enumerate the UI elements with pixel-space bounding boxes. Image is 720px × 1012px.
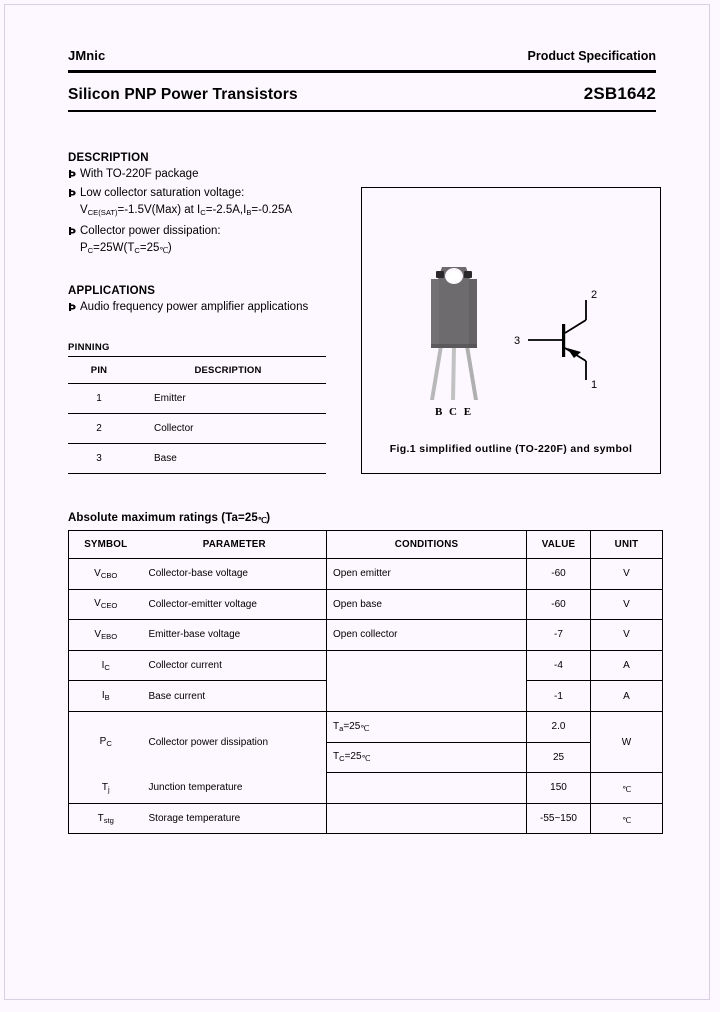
- header-rule-bottom: [68, 110, 656, 112]
- rating-parameter: Junction temperature: [143, 773, 327, 804]
- pinning-header-row: [68, 357, 326, 384]
- rating-conditions: Open base: [327, 589, 527, 620]
- description-item: [68, 223, 358, 240]
- brand-logo: JMnic: [68, 48, 106, 63]
- rating-symbol: $I_B$: [69, 681, 143, 712]
- rating-unit: A: [591, 650, 663, 681]
- to220f-package-image: [417, 260, 491, 405]
- description-item-label: Low collector saturation voltage:: [80, 187, 245, 199]
- applications-section: [68, 285, 368, 316]
- rating-unit: [591, 773, 663, 804]
- rating-unit: V: [591, 620, 663, 651]
- header-rule-top: [68, 70, 656, 73]
- table-row: [69, 773, 663, 804]
- degree-celsius-glyph: ℃: [622, 816, 631, 826]
- sub-pc: C: [87, 246, 94, 255]
- description-section: [68, 152, 358, 259]
- table-row: [69, 650, 663, 681]
- rating-symbol: $T_j$: [69, 773, 143, 804]
- figure-caption: Fig.1 simplified outline (TO-220F) and symbol: [389, 443, 633, 455]
- description-heading: DESCRIPTION: [68, 152, 149, 164]
- pin-description: Emitter: [154, 393, 186, 404]
- applications-heading: APPLICATIONS: [68, 285, 156, 297]
- rating-unit: [591, 803, 663, 834]
- rating-symbol: $V_{CEO}$: [69, 589, 143, 620]
- ratings-col-symbol: SYMBOL: [69, 531, 143, 559]
- table-row: [69, 803, 663, 834]
- rating-value: -60: [527, 559, 591, 590]
- rating-value: 150: [527, 773, 591, 804]
- rating-value: -4: [527, 650, 591, 681]
- ratings-col-value: VALUE: [527, 531, 591, 559]
- rating-value: 25: [527, 742, 591, 773]
- table-row: [68, 414, 326, 444]
- rating-value: -1: [527, 681, 591, 712]
- ratings-title: Absolute maximum ratings (Ta=25℃): [68, 512, 271, 525]
- rating-conditions: Open collector: [327, 620, 527, 651]
- degree-celsius-glyph: ℃: [622, 785, 631, 795]
- applications-item: [68, 299, 368, 316]
- saturation-voltage-formula: $V_{CE(SAT)}=-1.5V(Max)$ at $I_C=-2.5A,I_B=-0.25A$: [80, 204, 293, 217]
- figure-box: [361, 187, 661, 474]
- pnp-transistor-symbol: [514, 288, 624, 393]
- rating-symbol: $V_{CBO}$: [69, 559, 143, 590]
- symbol-terminal-1: 1: [591, 379, 598, 391]
- part-number: 2SB1642: [583, 84, 656, 103]
- table-row: [68, 384, 326, 414]
- sub-ib: B: [246, 208, 252, 217]
- document-type-label: Product Specification: [527, 49, 656, 63]
- rating-value: -60: [527, 589, 591, 620]
- pinning-col-pin: PIN: [90, 364, 108, 376]
- title-bar: [68, 84, 656, 104]
- table-row: [68, 444, 326, 474]
- sub-ic: C: [200, 208, 206, 217]
- rating-symbol: $V_{EBO}$: [69, 620, 143, 651]
- pin-number: 2: [96, 423, 102, 434]
- rating-conditions-tc: $T_C=25℃$: [327, 742, 527, 773]
- rating-parameter: Emitter-base voltage: [143, 620, 327, 651]
- rating-symbol: $P_C$: [69, 711, 143, 772]
- rating-value: -7: [527, 620, 591, 651]
- degree-celsius-glyph: ℃: [361, 754, 371, 764]
- pinning-col-desc: DESCRIPTION: [194, 364, 262, 376]
- bullet-icon: Þ: [68, 187, 77, 200]
- description-item-label: With TO-220F package: [80, 168, 199, 180]
- sub-tc: C: [134, 246, 140, 255]
- description-item: [68, 166, 358, 183]
- sub-ce-sat: CE(SAT): [87, 208, 118, 217]
- rating-unit: V: [591, 589, 663, 620]
- rating-conditions: Open emitter: [327, 559, 527, 590]
- table-row: [69, 711, 663, 742]
- power-dissipation-formula: $P_C=25W(T_C=25℃)$: [80, 240, 358, 259]
- package-leads: [430, 346, 478, 400]
- description-item: [68, 185, 358, 202]
- pinning-title: PINNING: [68, 342, 110, 353]
- rating-parameter: Storage temperature: [143, 803, 327, 834]
- rating-symbol: $T_{stg}$: [69, 803, 143, 834]
- rating-conditions: [327, 773, 527, 804]
- package-pin-labels: B C E: [434, 406, 474, 418]
- pin-description: Collector: [154, 423, 194, 434]
- ratings-header-row: [69, 531, 663, 559]
- bullet-icon: Þ: [68, 301, 77, 314]
- description-item-label: Collector power dissipation:: [80, 225, 221, 237]
- rating-conditions-ta: $T_a=25℃$: [327, 711, 527, 742]
- rating-parameter: Collector-emitter voltage: [143, 589, 327, 620]
- ratings-col-parameter: PARAMETER: [143, 531, 327, 559]
- rating-unit: W: [591, 711, 663, 772]
- pin-number: 1: [96, 393, 102, 404]
- rating-parameter: Collector power dissipation: [143, 711, 327, 772]
- table-row: [69, 620, 663, 651]
- rating-parameter: Base current: [143, 681, 327, 712]
- pin-description: Base: [154, 453, 177, 464]
- table-row: [69, 559, 663, 590]
- rating-unit: A: [591, 681, 663, 712]
- rating-conditions: [327, 803, 527, 834]
- symbol-terminal-3: 3: [514, 335, 521, 347]
- pin-number: 3: [96, 453, 102, 464]
- rating-conditions: [327, 650, 527, 711]
- rating-value: 2.0: [527, 711, 591, 742]
- rating-unit: V: [591, 559, 663, 590]
- ratings-col-conditions: CONDITIONS: [327, 531, 527, 559]
- rating-parameter: Collector-base voltage: [143, 559, 327, 590]
- bullet-icon: Þ: [68, 168, 77, 181]
- pinning-table: [68, 356, 326, 474]
- rating-parameter: Collector current: [143, 650, 327, 681]
- page-header: [68, 48, 656, 63]
- bullet-icon: Þ: [68, 225, 77, 238]
- rating-value: -55~150: [527, 803, 591, 834]
- pinning-section: [68, 342, 326, 474]
- applications-item-label: Audio frequency power amplifier applications: [80, 301, 309, 313]
- ratings-col-unit: UNIT: [591, 531, 663, 559]
- page-title: Silicon PNP Power Transistors: [68, 86, 298, 103]
- degree-celsius-glyph: ℃: [257, 516, 267, 525]
- degree-celsius-glyph: ℃: [360, 723, 369, 733]
- rating-symbol: $I_C$: [69, 650, 143, 681]
- symbol-terminal-2: 2: [591, 289, 598, 301]
- degree-celsius-glyph: ℃: [159, 246, 168, 255]
- absolute-maximum-ratings-table: [68, 530, 663, 834]
- table-row: [69, 589, 663, 620]
